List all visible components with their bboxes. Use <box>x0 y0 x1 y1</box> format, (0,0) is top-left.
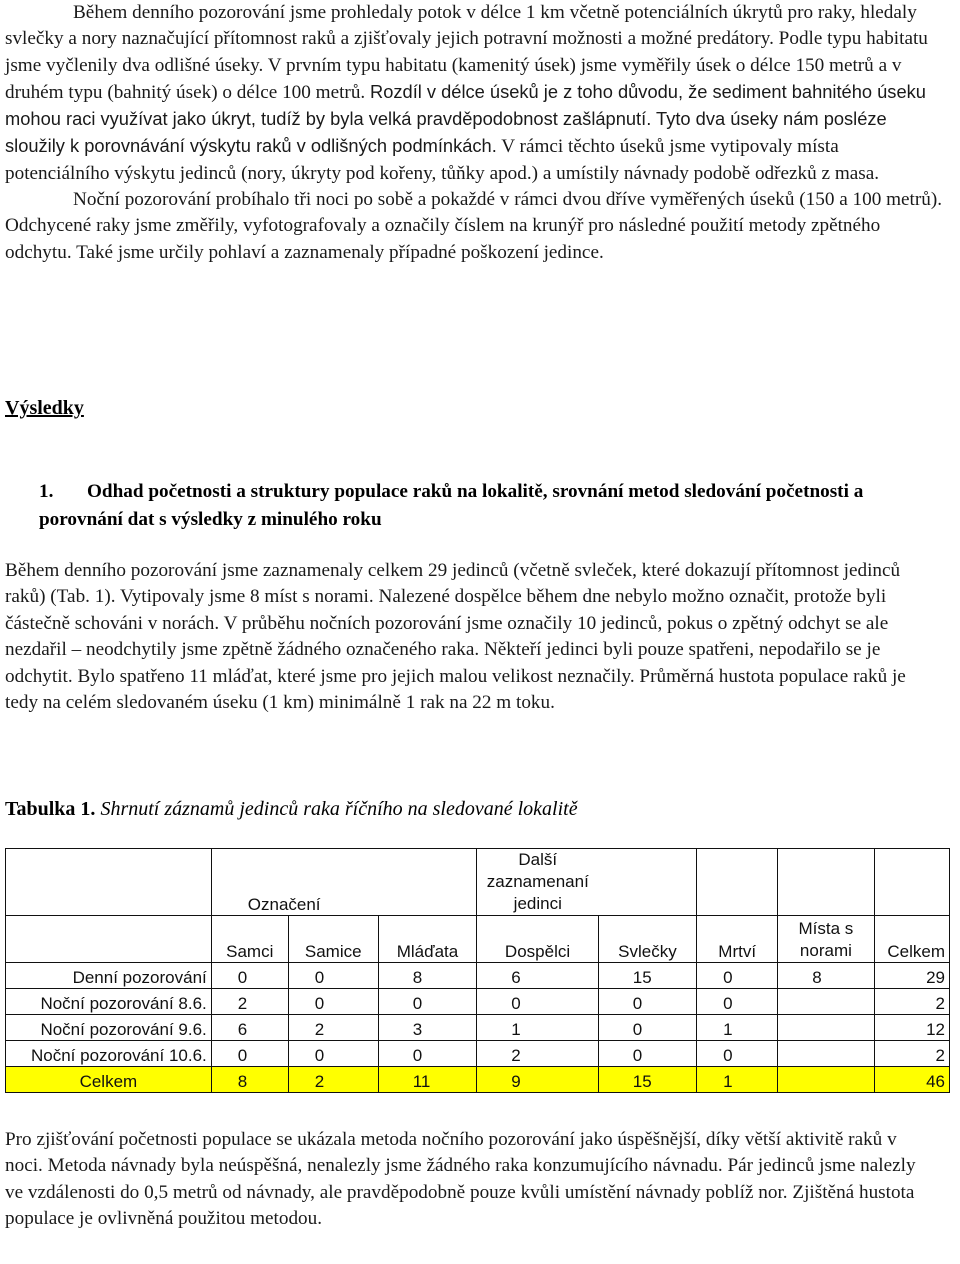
table-cell: 6 <box>211 1015 288 1041</box>
table-cell: 0 <box>378 989 477 1015</box>
column-header: Samice <box>288 916 378 963</box>
table-caption-label: Tabulka 1. <box>5 798 96 820</box>
table-cell: 1 <box>697 1015 778 1041</box>
results-body <box>5 558 935 716</box>
results-heading: Výsledky <box>5 397 84 419</box>
table-cell: 2 <box>477 1041 599 1067</box>
table-cell <box>778 1067 874 1093</box>
blank-cell <box>598 849 696 916</box>
section-title <box>39 478 929 533</box>
table-cell: 29 <box>874 963 949 989</box>
table-cell: 2 <box>211 989 288 1015</box>
table-cell: 3 <box>378 1015 477 1041</box>
table-cell <box>778 989 874 1015</box>
row-label: Denní pozorování <box>6 963 212 989</box>
table-caption-text: Shrnutí záznamů jedinců raka říčního na sledované lokalitě <box>100 798 578 820</box>
table-caption <box>5 798 578 821</box>
row-label: Noční pozorování 9.6. <box>6 1015 212 1041</box>
table-cell: 0 <box>598 989 696 1015</box>
table-total-row <box>6 1067 950 1093</box>
column-header: Místa s norami <box>778 916 874 963</box>
table-row <box>6 1015 950 1041</box>
intro-section <box>5 0 945 266</box>
table-corner-cell <box>6 849 212 916</box>
table-cell: 2 <box>288 1015 378 1041</box>
table-cell: 11 <box>378 1067 477 1093</box>
column-header: Mláďata <box>378 916 477 963</box>
table-cell: 12 <box>874 1015 949 1041</box>
conclusion-paragraph: Pro zjišťování početnosti populace se ukázala metoda nočního pozorování jako úspěšnější, díky větší aktivitě raků v noci. Metoda návnady byla neúspěšná, nenalezly jsme žádného raka konzumujícího návnadu. Pár jedinců jsme nalezly ve vzdálenosti do 0,5 metrů od návnady, ale pravděpodobně pouze kvůli umístění návnady poblíž nor. Zjištěná hustota populace je ovlivněná použitou metodou. <box>5 1129 916 1230</box>
table-body <box>6 963 950 1093</box>
table-row <box>6 1041 950 1067</box>
table-cell: 9 <box>477 1067 599 1093</box>
row-label: Celkem <box>6 1067 212 1093</box>
blank-cell <box>874 849 949 916</box>
table-row <box>6 963 950 989</box>
table-cell: 2 <box>874 1041 949 1067</box>
intro-text-part-a: Během denního pozorování jsme prohledaly potok v délce 1 km včetně potenciálních úkrytů pro raky, hledaly svlečky a nory naznačující přítomnost raků a zjišťovaly jejich potravní možnosti a možné predátory. Podle typu habitatu jsme vyčlenily dva odlišné úseky. V prvním typu habitatu (kamenitý úsek) jsme vyměřily úsek o délce 150 metrů a v druhém typu (bahnitý úsek) o délce 100 metrů. <box>5 2 928 103</box>
table-cell: 2 <box>288 1067 378 1093</box>
table-cell: 0 <box>598 1015 696 1041</box>
table-cell: 0 <box>288 1041 378 1067</box>
table-cell: 2 <box>874 989 949 1015</box>
group-header-dalsi <box>477 849 599 916</box>
table-cell <box>778 1015 874 1041</box>
table-cell: 8 <box>211 1067 288 1093</box>
row-label: Noční pozorování 10.6. <box>6 1041 212 1067</box>
row-label-header <box>6 916 212 963</box>
column-header: Mrtví <box>697 916 778 963</box>
table-cell: 0 <box>697 1041 778 1067</box>
table-cell: 8 <box>378 963 477 989</box>
section-number: 1. <box>39 481 54 502</box>
column-header: Celkem <box>874 916 949 963</box>
intro-paragraph-2: Noční pozorování probíhalo tři noci po sobě a pokaždé v rámci dvou dříve vyměřených úseků (150 a 100 metrů). Odchycené raky jsme změřily, vyfotografovaly a označily číslem na krunýř pro následné použití metody zpětného odchytu. Také jsme určily pohlaví a zaznamenaly případné poškození jedince. <box>5 189 943 263</box>
blank-cell <box>697 849 778 916</box>
row-label: Noční pozorování 8.6. <box>6 989 212 1015</box>
table-cell: 8 <box>778 963 874 989</box>
column-header: Samci <box>211 916 288 963</box>
table-cell: 0 <box>288 963 378 989</box>
table-cell: 46 <box>874 1067 949 1093</box>
intro-text-part-c: V rámci těchto úseků jsme vytipovaly místa potenciálního výskytu jedinců (nory, úkryty pod kořeny, tůňky apod.) a umístily návnady podobě odřezků z masa. <box>5 136 880 184</box>
table-cell: 1 <box>697 1067 778 1093</box>
results-paragraph: Během denního pozorování jsme zaznamenaly celkem 29 jedinců (včetně svleček, které dokazují přítomnost jedinců raků) (Tab. 1). Vytipovaly jsme 8 míst s norami. Nalezené dospělce během dne nebylo možno označit, protože byli částečně schováni v norách. V průběhu nočních pozorování jsme označily 10 jedinců, pokus o zpětný odchyt se ale nezdařil – neodchytily jsme zpětně žádného označeného raka. Někteří jedinci byli pouze spatřeni, nepodařilo se je odchytit. Bylo spatřeno 11 mláďat, které jsme pro jejich malou velikost neznačily. Průměrná hustota populace raků je tedy na celém sledovaném úseku (1 km) minimálně 1 rak na 22 m toku. <box>5 560 906 714</box>
table-cell: 0 <box>378 1041 477 1067</box>
group-header-dalsi-text: Další zaznamenaní jedinci <box>486 850 589 913</box>
column-header: Dospělci <box>477 916 599 963</box>
table-cell: 0 <box>211 963 288 989</box>
conclusion-section <box>5 1127 935 1233</box>
table-cell <box>778 1041 874 1067</box>
column-header: Svlečky <box>598 916 696 963</box>
table-cell: 6 <box>477 963 599 989</box>
table-cell: 0 <box>697 989 778 1015</box>
table-cell: 1 <box>477 1015 599 1041</box>
table-row <box>6 989 950 1015</box>
intro-text-part-b: Rozdíl v délce úseků je z toho důvodu, že sediment bahnitého úseku mohou raci využívat jako úkryt, tudíž by byla velká pravděpodobnost zašlápnutí. Tyto dva úseky nám posléze sloužily k porovnávání výskytu raků v odlišných podmínkách. <box>5 80 926 157</box>
table-cell: 0 <box>288 989 378 1015</box>
group-header-oznaceni: Označení <box>211 849 477 916</box>
table-column-header-row <box>6 916 950 963</box>
table-cell: 15 <box>598 1067 696 1093</box>
table-cell: 0 <box>697 963 778 989</box>
table-cell: 0 <box>211 1041 288 1067</box>
blank-cell <box>778 849 874 916</box>
summary-table <box>5 848 950 1093</box>
table-group-header-row <box>6 849 950 916</box>
table-cell: 15 <box>598 963 696 989</box>
table-cell: 0 <box>598 1041 696 1067</box>
section-title-text: Odhad početnosti a struktury populace raků na lokalitě, srovnání metod sledování početnosti a porovnání dat s výsledky z minulého roku <box>39 481 864 530</box>
intro-paragraph-1 <box>5 0 945 187</box>
table-cell: 0 <box>477 989 599 1015</box>
